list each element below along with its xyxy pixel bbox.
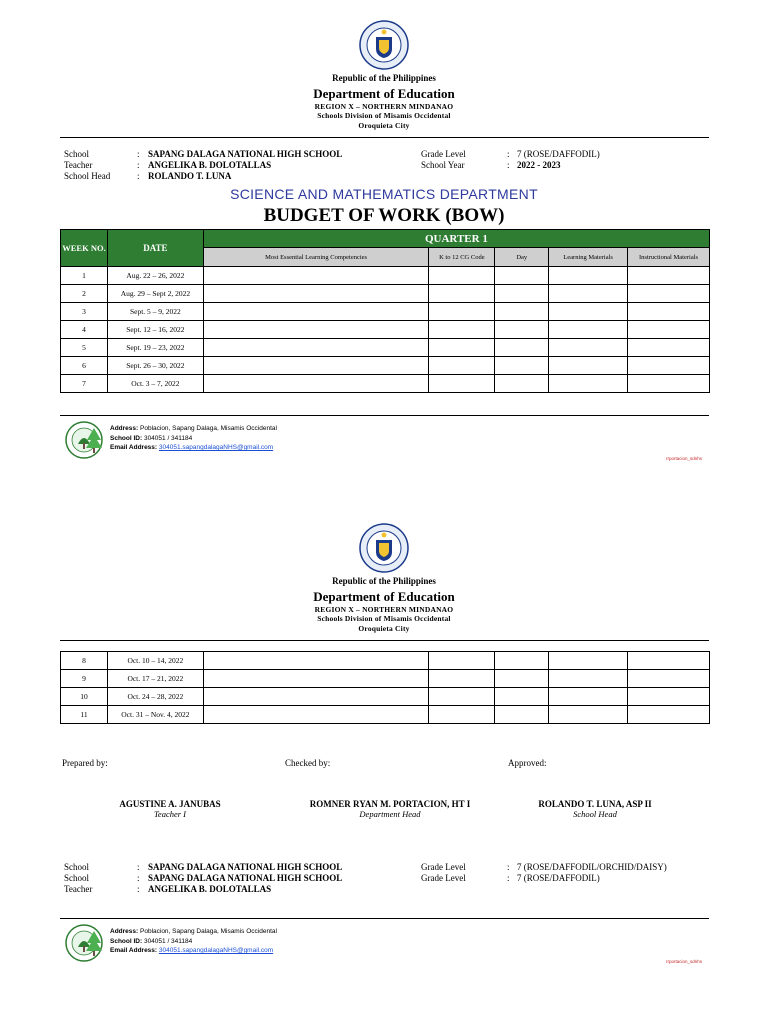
table-row: 4 Sept. 12 – 16, 2022 [61,321,710,339]
school-name: SAPANG DALAGA NATIONAL HIGH SCHOOL [148,149,343,159]
republic-text: Republic of the Philippines [332,73,436,83]
info-colons-top: : : : [137,149,140,181]
republic-text: Republic of the Philippines [332,576,436,586]
table-row: 1 Aug. 22 – 26, 2022 [61,267,710,285]
info-colons-bottom: : : : [137,862,140,894]
prepared-name: AGUSTINE A. JANUBAS [119,799,221,809]
author-mark: rrportacion_sdnhs [666,456,703,461]
info-colons-bottom-right: : : [507,862,510,883]
department-heading: SCIENCE AND MATHEMATICS DEPARTMENT [230,186,538,202]
table-row: 3 Sept. 5 – 9, 2022 [61,303,710,321]
table-row: 7 Oct. 3 – 7, 2022 [61,375,710,393]
table-row: 2 Aug. 29 – Sept 2, 2022 [61,285,710,303]
info-labels-bottom: School School Teacher [64,862,93,894]
tree-icon [84,426,104,454]
teacher-name: ANGELIKA B. DOLOTALLAS [148,160,272,170]
cg-code-header: K to 12 CG Code [429,248,495,267]
division-text: Schools Division of Misamis Occidental [317,614,451,623]
grade-level-value: 7 (ROSE/DAFFODIL) [517,149,600,159]
header-divider [60,640,709,641]
approved-label: Approved: [508,758,547,768]
school-head-name: ROLANDO T. LUNA [148,171,232,181]
city-text: Oroquieta City [358,624,410,633]
table-row: 6 Sept. 26 – 30, 2022 [61,357,710,375]
email-link[interactable]: 304051.sapangdalagaNHS@gmail.com [158,444,274,451]
bow-title: BUDGET OF WORK (BOW) [263,205,505,226]
prepared-role: Teacher I [153,809,187,819]
deped-seal-icon [359,523,409,573]
teacher-name: ANGELIKA B. DOLOTALLAS [148,884,272,894]
header-divider [60,137,709,138]
division-text: Schools Division of Misamis Occidental [317,111,451,120]
learning-materials-header: Learning Materials [549,248,628,267]
info-labels-bottom-right: Grade Level Grade Level [421,862,466,883]
department-title: Department of Education [313,86,455,101]
quarter-header: QUARTER 1 [203,230,709,248]
table-row: 10 Oct. 24 – 28, 2022 [61,688,710,706]
school-name: SAPANG DALAGA NATIONAL HIGH SCHOOL [148,873,343,883]
checked-role: Department Head [359,809,421,819]
checked-name: ROMNER RYAN M. PORTACION, HT I [309,799,471,809]
approved-role: School Head [573,809,617,819]
day-header: Day [495,248,549,267]
footer-divider [60,415,709,416]
grade-level-value: 7 (ROSE/DAFFODIL/ORCHID/DAISY) [517,862,667,872]
table-row: 5 Sept. 19 – 23, 2022 [61,339,710,357]
region-text: REGION X – NORTHERN MINDANAO [314,102,454,111]
grade-level-value: 7 (ROSE/DAFFODIL) [517,873,600,883]
tree-icon [84,929,104,957]
info-colons-right: : : [507,149,510,170]
bow-table-continued [60,651,710,724]
region-text: REGION X – NORTHERN MINDANAO [314,605,454,614]
info-labels-right: Grade Level School Year [421,149,466,170]
prepared-label: Prepared by: [62,758,108,768]
footer-contact: Address: Poblacion, Sapang Dalaga, Misamis Occidental School ID: 304051 / 341184 Email Address: 304051.sapangdalagaNHS@gmail.com [110,425,277,451]
info-labels-top: School Teacher School Head [64,149,111,181]
date-header: DATE [107,230,203,267]
email-link[interactable]: 304051.sapangdalagaNHS@gmail.com [158,947,274,954]
approved-name: ROLANDO T. LUNA, ASP II [538,799,652,809]
footer-contact: Address: Poblacion, Sapang Dalaga, Misamis Occidental School ID: 304051 / 341184 Email Address: 304051.sapangdalagaNHS@gmail.com [110,928,277,954]
table-row: 11 Oct. 31 – Nov. 4, 2022 [61,706,710,724]
author-mark: rrportacion_sdnhs [666,959,703,964]
bow-table-q1 [60,229,710,393]
department-title: Department of Education [313,589,455,604]
footer-divider [60,918,709,919]
info-values-bottom-right [517,862,667,884]
checked-label: Checked by: [285,758,331,768]
school-name: SAPANG DALAGA NATIONAL HIGH SCHOOL [148,862,343,872]
melc-header: Most Essential Learning Competencies [203,248,429,267]
table-row: 9 Oct. 17 – 21, 2022 [61,670,710,688]
instructional-materials-header: Instructional Materials [628,248,710,267]
table-row: 8 Oct. 10 – 14, 2022 [61,652,710,670]
info-values-bottom [148,862,342,895]
info-values-right [517,149,600,171]
info-values-top [148,149,342,182]
week-header: WEEK NO. [61,230,108,267]
school-year-value: 2022 - 2023 [517,160,561,170]
city-text: Oroquieta City [358,121,410,130]
deped-seal-icon [359,20,409,70]
